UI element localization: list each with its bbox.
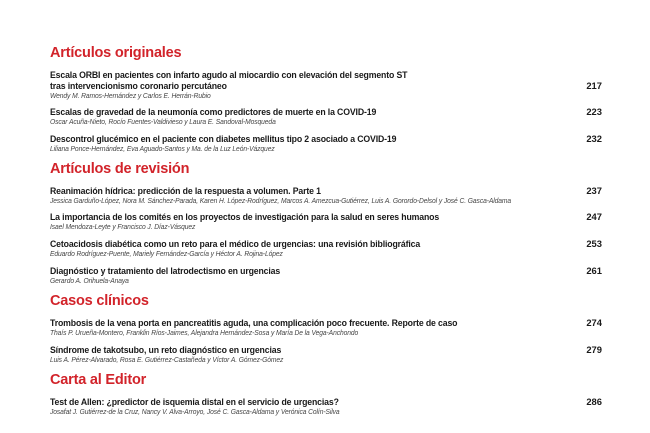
entry-authors: Wendy M. Ramos-Hernández y Carlos E. Herrán-Rubio [50,91,211,100]
entry-page-number: 274 [586,317,602,328]
toc-entry[interactable] [50,238,602,258]
section-heading-carta-al-editor: Carta al Editor [50,372,147,388]
entry-title: Trombosis de la vena porta en pancreatitis aguda, una complicación poco frecuente. Reporte de caso [50,317,458,328]
entry-page-number: 237 [586,185,602,196]
entry-title: La importancia de los comités en los proyectos de investigación para la salud en seres humanos [50,211,440,222]
entry-authors: Thaís P. Urueña-Montero, Franklin Ríos-Jaimes, Alejandra Hernández-Sosa y María De la Vega-Anchondo [50,328,359,337]
entry-title: Diagnóstico y tratamiento del latrodectismo en urgencias [50,265,281,276]
entry-authors: Liliana Ponce-Hernández, Eva Aguado-Santos y Ma. de la Luz León-Vázquez [50,144,275,153]
entry-title: Reanimación hídrica: predicción de la respuesta a volumen. Parte 1 [50,185,321,196]
entry-authors: Oscar Acuña-Nieto, Rocío Fuentes-Valdivieso y Laura E. Sandoval-Mosqueda [50,117,276,126]
toc-entry[interactable] [50,344,602,364]
entry-title: Síndrome de takotsubo, un reto diagnóstico en urgencias [50,344,282,355]
entry-page-number: 232 [586,133,602,144]
entry-page-number: 223 [586,106,602,117]
section-heading-articulos-de-revision: Artículos de revisión [50,161,190,177]
toc-entry[interactable] [50,317,602,337]
entry-title-continued: tras intervencionismo coronario percutáneo [50,80,227,91]
entry-authors: Isael Mendoza-Leyte y Francisco J. Díaz-Vásquez [50,222,196,231]
toc-entry[interactable] [50,185,602,205]
entry-page-number: 253 [586,238,602,249]
toc-entry[interactable] [50,133,602,153]
entry-page-number: 286 [586,396,602,407]
entry-title: Test de Allen: ¿predictor de isquemia distal en el servicio de urgencias? [50,396,339,407]
entry-title: Cetoacidosis diabética como un reto para el médico de urgencias: una revisión bibliográfica [50,238,421,249]
entry-authors: Luis A. Pérez-Alvarado, Rosa E. Gutiérrez-Castañeda y Víctor A. Gómez-Gómez [50,355,284,364]
entry-title: Escala ORBI en pacientes con infarto agudo al miocardio con elevación del segmento ST [50,69,408,80]
toc-entry[interactable] [50,265,602,285]
entry-authors: Eduardo Rodríguez-Puente, Mariely Fernández-García y Héctor A. Rojina-López [50,249,283,258]
toc-entry[interactable] [50,106,602,126]
entry-authors: Josafat J. Gutiérrez-de la Cruz, Nancy V. Alva-Arroyo, José C. Gasca-Aldama y Verónica Colín-Silva [50,407,340,416]
entry-authors: Jessica Garduño-López, Nora M. Sánchez-Parada, Karen H. López-Rodríguez, Marcos A. Amezcua-Gutiérrez, Luis A. Gorordo-Delsol y José C. Gasca-Aldama [50,196,512,205]
entry-page-number: 217 [586,80,602,91]
entry-title: Escalas de gravedad de la neumonía como predictores de muerte en la COVID-19 [50,106,377,117]
toc-entry[interactable] [50,211,602,231]
entry-title: Descontrol glucémico en el paciente con diabetes mellitus tipo 2 asociado a COVID-19 [50,133,397,144]
toc-entry[interactable] [50,69,602,100]
toc-entry[interactable] [50,396,602,416]
entry-page-number: 261 [586,265,602,276]
entry-page-number: 279 [586,344,602,355]
section-heading-articulos-originales: Artículos originales [50,45,182,61]
entry-page-number: 247 [586,211,602,222]
section-heading-casos-clinicos: Casos clínicos [50,293,149,309]
entry-authors: Gerardo A. Orihuela-Anaya [50,276,129,285]
